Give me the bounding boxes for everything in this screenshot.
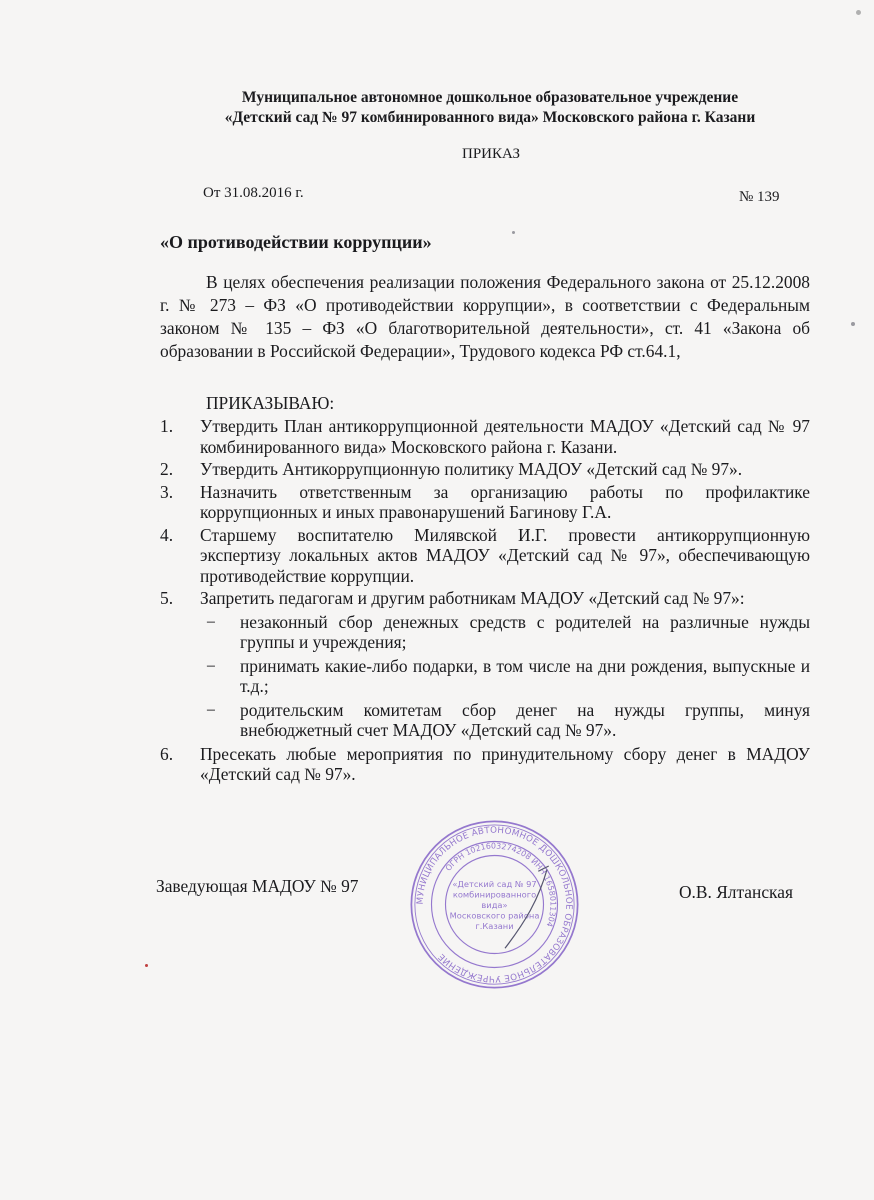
item-text: Старшему воспитателю Милявской И.Г. провести антикоррупционную экспертизу локальных актов МАДОУ «Детский сад № 97», обеспечивающую противодействие коррупции. <box>200 524 810 586</box>
item-text: Назначить ответственным за организацию работы по профилактике коррупционных и иных правонарушений Багинову Г.А. <box>200 481 810 522</box>
org-line-1: Муниципальное автономное дошкольное образовательное учреждение <box>241 89 739 106</box>
stamp-center-line: комбинированного <box>452 889 537 900</box>
document-number: № 139 <box>739 189 780 205</box>
document-date: От 31.08.2016 г. <box>203 185 304 201</box>
list-item <box>160 744 810 785</box>
item-number: 4. <box>160 524 174 545</box>
list-item <box>160 482 810 523</box>
paper-speck <box>851 322 855 326</box>
sub-list-item <box>200 700 810 741</box>
item-text: Запретить педагогам и другим работникам МАДОУ «Детский сад № 97»: <box>200 588 745 608</box>
sub-item-text: родительским комитетам сбор денег на нужды группы, минуя внебюджетный счет МАДОУ «Детский сад № 97». <box>240 699 810 740</box>
signatory-name: О.В. Ялтанская <box>679 882 793 902</box>
sub-item-text: принимать какие-либо подарки, в том числе на дни рождения, выпускные и т.д.; <box>240 655 810 696</box>
document-subject: «О противодействии коррупции» <box>160 232 432 252</box>
stamp-center-line: г.Казани <box>475 921 514 931</box>
sub-list-item <box>200 656 810 697</box>
item-number: 5. <box>160 588 174 608</box>
stamp-center-line: «Детский сад № 97 <box>452 879 537 889</box>
stamp-outer-text: МУНИЦИПАЛЬНОЕ АВТОНОМНОЕ ДОШКОЛЬНОЕ ОБРАЗОВАТЕЛЬНОЕ УЧРЕЖДЕНИЕ <box>415 825 574 984</box>
stamp-center-line: вида» <box>481 900 508 910</box>
item-text: Утвердить Антикоррупционную политику МАДОУ «Детский сад № 97». <box>200 459 743 479</box>
item-number: 1. <box>160 416 174 436</box>
sub-list-item <box>200 612 810 653</box>
paper-speck <box>145 964 148 967</box>
prohibitions-list <box>200 612 810 741</box>
dash-bullet: − <box>206 655 216 676</box>
item-number: 3. <box>160 481 174 502</box>
preamble-paragraph: В целях обеспечения реализации положения Федерального закона от 25.12.2008 г. № 273 – ФЗ «О противодействии коррупции», в соответствии с Федеральным законом № 135 – ФЗ «О благотворительной деятельности», ст. 41 «Закона об образовании в Российской Федерации», Трудового кодекса РФ ст.64.1, <box>160 272 810 361</box>
stamp-inner-text: ОГРН 1021603274208 ИНН 1658011304 <box>443 841 558 929</box>
dash-bullet: − <box>206 611 216 632</box>
paper-speck <box>856 10 861 15</box>
sub-item-text: незаконный сбор денежных средств с родителей на различные нужды группы и учреждения; <box>240 611 810 652</box>
document-title: ПРИКАЗ <box>462 146 520 162</box>
org-line-2: «Детский сад № 97 комбинированного вида» Московского района г. Казани <box>224 109 756 126</box>
list-item <box>160 525 810 587</box>
signatory-position: Заведующая МАДОУ № 97 <box>156 876 359 896</box>
order-word: ПРИКАЗЫВАЮ: <box>206 393 335 413</box>
item-number: 2. <box>160 459 174 479</box>
order-items-list <box>160 416 810 787</box>
item-number: 6. <box>160 743 174 764</box>
list-item <box>160 459 810 480</box>
organization-header <box>140 88 840 128</box>
paper-speck <box>512 231 515 234</box>
dash-bullet: − <box>206 699 216 720</box>
list-item <box>160 416 810 457</box>
item-text: Утвердить План антикоррупционной деятельности МАДОУ «Детский сад № 97 комбинированного вида» Московского района г. Казани. <box>200 416 810 457</box>
item-text: Пресекать любые мероприятия по принудительному сбору денег в МАДОУ «Детский сад № 97». <box>200 743 810 784</box>
list-item <box>160 588 810 741</box>
official-stamp-icon <box>407 817 582 992</box>
stamp-center-line: Московского района <box>449 910 540 921</box>
